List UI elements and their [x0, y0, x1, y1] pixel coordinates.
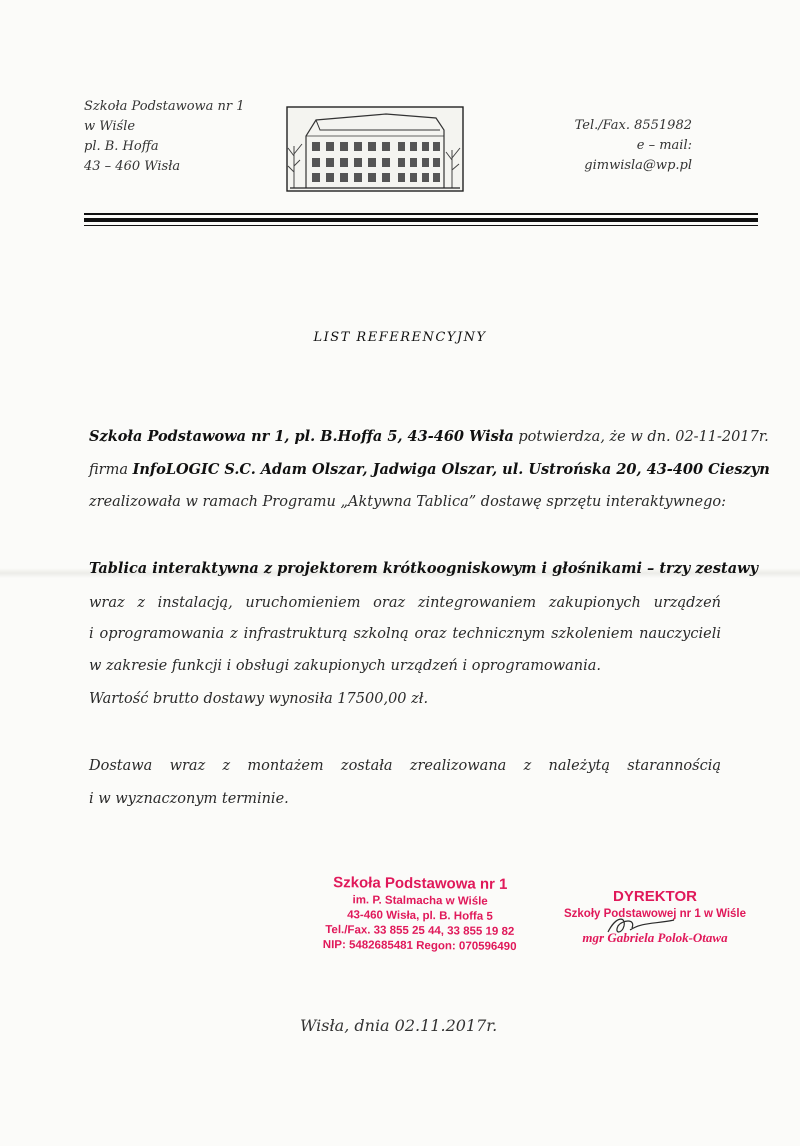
- stamp-line: Szkoła Podstawowa nr 1: [333, 874, 508, 893]
- delivery-value: Wartość brutto dostawy wynosiła 17500,00 zł.: [89, 691, 429, 707]
- paragraph-line-2: [89, 461, 770, 478]
- stamp-line: im. P. Stalmacha w Wiśle: [352, 894, 488, 908]
- email-address: e – mail: gimwisla@wp.pl: [584, 138, 692, 173]
- school-building-icon: [286, 106, 464, 192]
- company-prefix: firma: [89, 462, 133, 478]
- stamp-line: NIP: 5482685481 Regon: 070596490: [322, 938, 517, 954]
- delivered-item: Tablica interaktywna z projektorem krótkoogniskowym i głośnikami – trzy zestawy: [89, 560, 759, 577]
- director-title: DYREKTOR: [613, 888, 697, 905]
- confirm-text: potwierdza, że w dn. 02-11-2017r.: [513, 429, 769, 445]
- header-rule: [84, 225, 758, 226]
- address-line: 43 – 460 Wisła: [84, 159, 181, 174]
- description-line-3: w zakresie funkcji i obsługi zakupionych urządzeń i oprogramowania.: [89, 658, 602, 674]
- school-stamp: [312, 873, 529, 955]
- paragraph-line-1: [89, 428, 769, 445]
- signature-mark: [602, 912, 682, 940]
- closing-line-2: i w wyznaczonym terminie.: [89, 791, 289, 807]
- tel-fax: Tel./Fax. 8551982: [574, 118, 692, 133]
- stamp-line: Tel./Fax. 33 855 25 44, 33 855 19 82: [325, 924, 515, 938]
- address-line: pl. B. Hoffa: [84, 139, 159, 154]
- school-address: [84, 97, 245, 177]
- contact-info: [532, 116, 692, 176]
- director-name: mgr Gabriela Polok-Otawa: [582, 930, 728, 945]
- header-rule: [84, 218, 758, 222]
- company-name: InfoLOGIC S.C. Adam Olszar, Jadwiga Olszar, ul. Ustrońska 20, 43-400 Cieszyn: [132, 461, 770, 478]
- stamp-line: 43-460 Wisła, pl. B. Hoffa 5: [347, 909, 493, 923]
- school-name: Szkoła Podstawowa nr 1, pl. B.Hoffa 5, 43-460 Wisła: [89, 428, 514, 445]
- letter-date: Wisła, dnia 02.11.2017r.: [300, 1016, 498, 1035]
- address-line: Szkoła Podstawowa nr 1: [84, 99, 245, 114]
- address-line: w Wiśle: [84, 119, 136, 134]
- description-line-2: i oprogramowania z infrastrukturą szkolną oraz technicznym szkoleniem nauczycieli: [89, 626, 721, 642]
- description-line-1: wraz z instalacją, uruchomieniem oraz zintegrowaniem zakupionych urządzeń: [89, 595, 721, 611]
- closing-line-1: Dostawa wraz z montażem została zrealizowana z należytą starannością: [89, 758, 721, 774]
- paragraph-line-3: zrealizowała w ramach Programu „Aktywna Tablica” dostawę sprzętu interaktywnego:: [89, 494, 726, 510]
- letter-title: LIST REFERENCYJNY: [313, 330, 487, 345]
- director-school: Szkoły Podstawowej nr 1 w Wiśle: [563, 908, 747, 920]
- header-rule: [84, 213, 758, 215]
